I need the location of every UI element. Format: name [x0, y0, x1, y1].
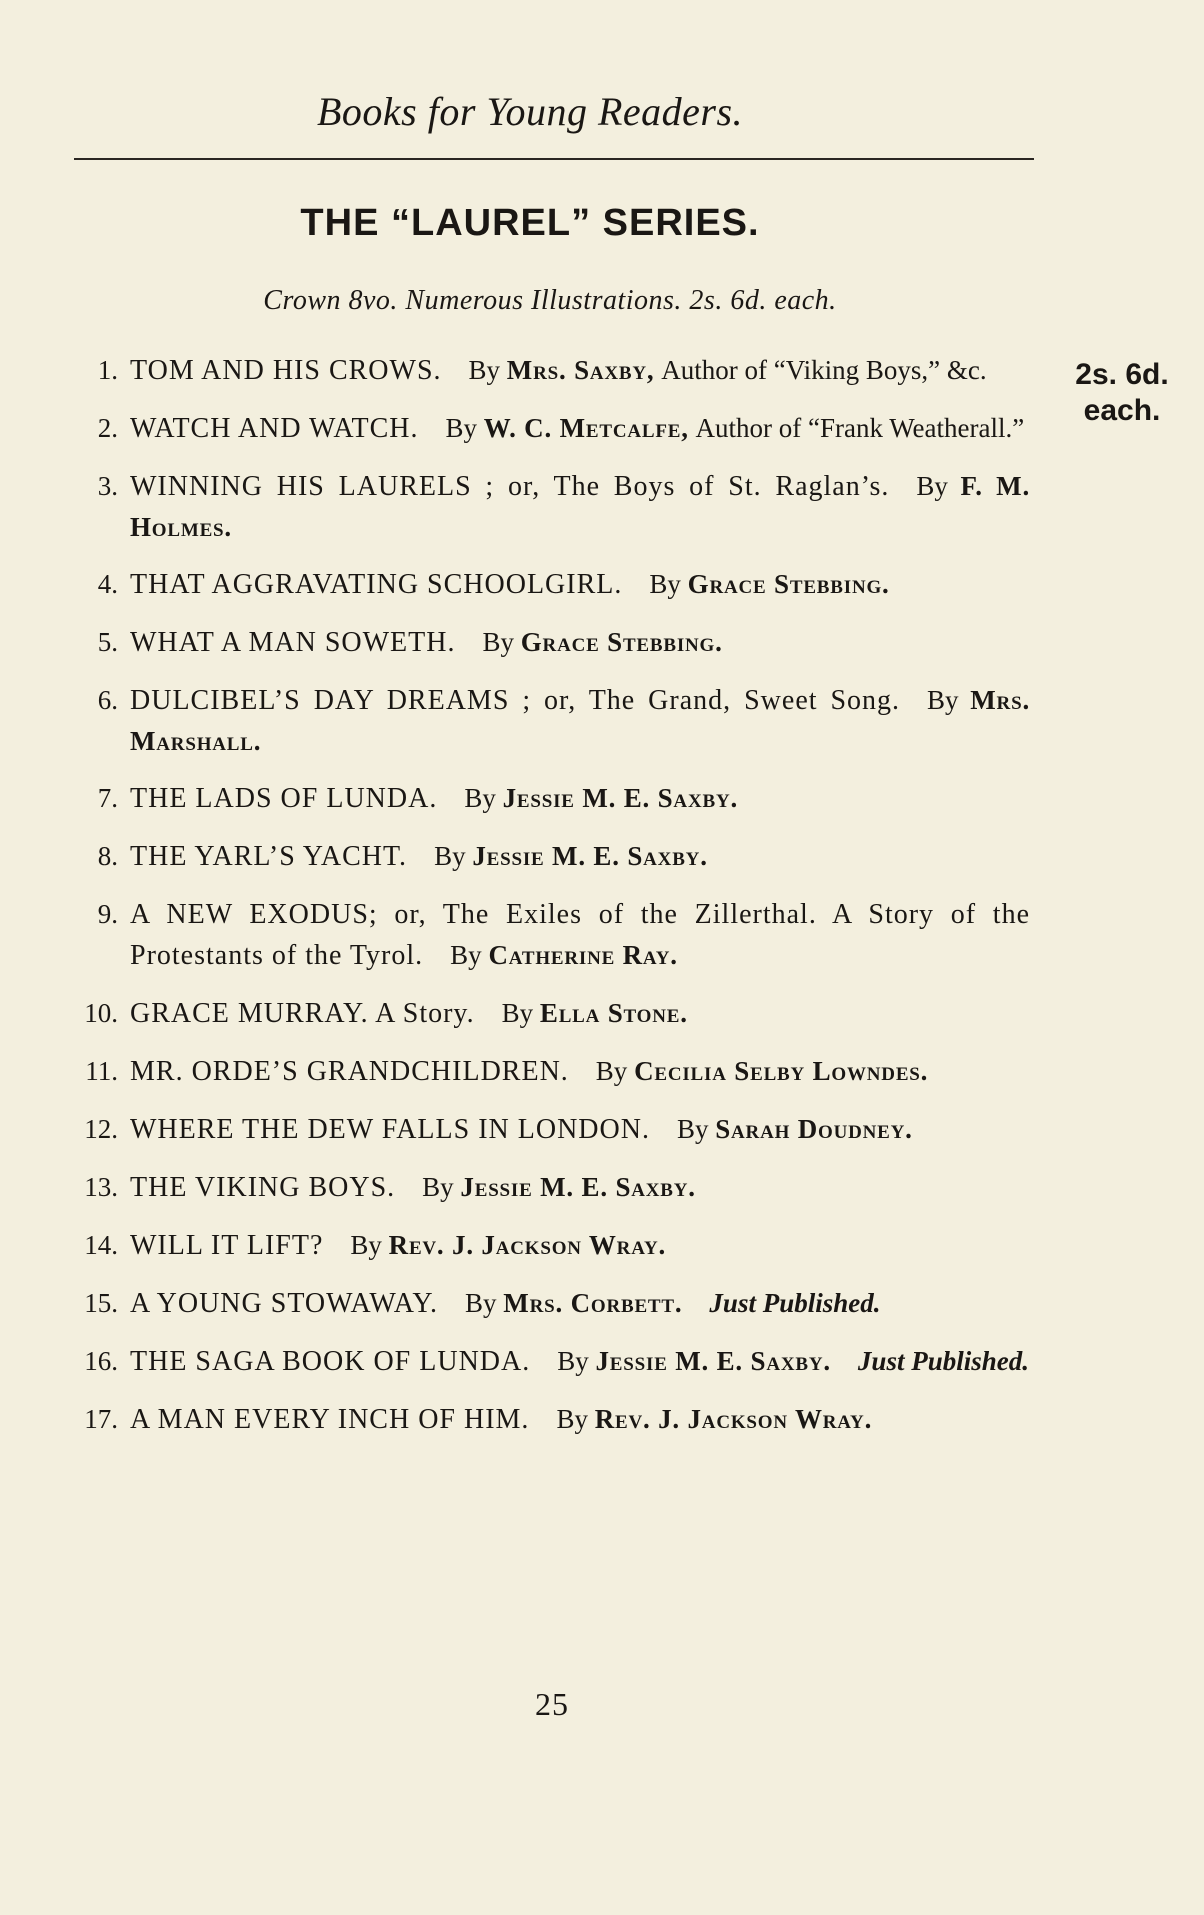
- publication-note: Just Published.: [857, 1346, 1029, 1376]
- book-author: Rev. J. Jackson Wray.: [594, 1404, 873, 1434]
- by-label: By: [434, 841, 466, 871]
- book-title: WINNING HIS LAURELS ; or, The Boys of St. Raglan’s.: [130, 471, 890, 502]
- book-title: MR. ORDE’S GRANDCHILDREN.: [130, 1056, 569, 1087]
- book-author: Ella Stone.: [539, 998, 688, 1028]
- book-title: THE SAGA BOOK OF LUNDA.: [130, 1346, 531, 1377]
- entry-number: 6.: [97, 685, 118, 715]
- series-title: THE “LAUREL” SERIES.: [300, 202, 760, 244]
- book-entry: [70, 680, 1030, 761]
- book-title: TOM AND HIS CROWS.: [130, 355, 442, 386]
- book-author: Rev. J. Jackson Wray.: [388, 1230, 667, 1260]
- entry-number: 7.: [97, 783, 118, 813]
- book-title: WATCH AND WATCH.: [130, 413, 419, 444]
- book-entry: [70, 408, 1030, 449]
- book-title: THE LADS OF LUNDA.: [130, 783, 438, 814]
- entry-number: 11.: [85, 1056, 118, 1086]
- book-author: Mrs. Corbett.: [503, 1288, 683, 1318]
- book-entry: [70, 1399, 1030, 1440]
- book-author: Sarah Doudney.: [715, 1114, 913, 1144]
- series-subtitle: Crown 8vo. Numerous Illustrations. 2s. 6d. each.: [263, 285, 837, 316]
- book-entry: [70, 993, 1030, 1034]
- book-title: A MAN EVERY INCH OF HIM.: [130, 1404, 530, 1435]
- book-title: THAT AGGRAVATING SCHOOLGIRL.: [130, 569, 623, 600]
- header-rule: [74, 158, 1034, 160]
- by-label: By: [465, 1288, 497, 1318]
- book-title: A YOUNG STOWAWAY.: [130, 1288, 439, 1319]
- by-label: By: [468, 355, 501, 385]
- book-author: F. M. Holmes.: [130, 471, 1031, 542]
- entry-number: 9.: [97, 899, 118, 929]
- entry-number: 17.: [84, 1404, 118, 1434]
- by-label: By: [422, 1172, 454, 1202]
- by-label: By: [649, 569, 681, 599]
- by-label: By: [350, 1230, 382, 1260]
- by-label: By: [464, 783, 496, 813]
- by-label: By: [556, 1404, 588, 1434]
- book-title: A NEW EXODUS; or, The Exiles of the Zillerthal. A Story of the Protestants of the Tyrol.: [130, 899, 1030, 971]
- book-author: Catherine Ray.: [488, 940, 678, 970]
- book-author: Mrs. Saxby,: [506, 355, 655, 385]
- book-author: Jessie M. E. Saxby.: [595, 1346, 831, 1376]
- book-entry: [70, 622, 1030, 663]
- by-label: By: [916, 471, 948, 501]
- by-label: By: [676, 1114, 709, 1144]
- book-entry: [70, 1225, 1030, 1266]
- side-price-line-1: 2s. 6d.: [1075, 358, 1169, 391]
- by-label: By: [501, 998, 534, 1028]
- book-author: Grace Stebbing.: [520, 627, 723, 657]
- entry-number: 16.: [84, 1346, 118, 1376]
- by-label: By: [927, 685, 959, 715]
- running-head: Books for Young Readers.: [316, 89, 744, 134]
- book-entry: [70, 1341, 1030, 1382]
- by-label: By: [445, 413, 478, 443]
- book-entry: [70, 778, 1030, 819]
- side-price-note: [1062, 357, 1182, 429]
- book-entry: [70, 836, 1030, 877]
- book-author: Jessie M. E. Saxby.: [472, 841, 708, 871]
- publication-note: Just Published.: [709, 1288, 881, 1318]
- entry-number: 13.: [84, 1172, 118, 1202]
- book-title: THE VIKING BOYS.: [130, 1172, 396, 1203]
- entry-number: 10.: [84, 998, 118, 1028]
- book-title: WHAT A MAN SOWETH.: [130, 627, 456, 658]
- book-title: WILL IT LIFT?: [130, 1230, 324, 1261]
- by-label: By: [595, 1056, 628, 1086]
- book-entry: [70, 350, 1030, 391]
- book-entry: [70, 1051, 1030, 1092]
- entry-number: 1.: [97, 355, 118, 385]
- entry-number: 5.: [97, 627, 118, 657]
- book-entry: [70, 894, 1030, 976]
- book-author: Mrs. Marshall.: [130, 685, 1030, 756]
- book-entry: [70, 1167, 1030, 1208]
- entry-number: 14.: [84, 1230, 118, 1260]
- book-title: GRACE MURRAY. A Story.: [130, 998, 475, 1029]
- page-number: 25: [535, 1686, 569, 1722]
- entry-number: 15.: [84, 1288, 118, 1318]
- entry-number: 2.: [97, 413, 118, 443]
- book-entry: [70, 1283, 1030, 1324]
- entry-number: 3.: [97, 471, 118, 501]
- book-list: [70, 350, 1030, 1457]
- book-entry: [70, 466, 1030, 547]
- side-price-line-2: each.: [1083, 394, 1161, 427]
- book-author: Jessie M. E. Saxby.: [502, 783, 739, 813]
- by-label: By: [557, 1346, 589, 1376]
- book-entry: [70, 1109, 1030, 1150]
- by-label: By: [450, 940, 482, 970]
- book-author: Jessie M. E. Saxby.: [460, 1172, 696, 1202]
- book-author: W. C. Metcalfe,: [483, 413, 689, 443]
- author-description: Author of “Frank Weatherall.”: [695, 413, 1025, 443]
- entry-number: 4.: [97, 569, 118, 599]
- by-label: By: [482, 627, 514, 657]
- book-title: WHERE THE DEW FALLS IN LONDON.: [130, 1114, 650, 1145]
- book-title: THE YARL’S YACHT.: [130, 841, 408, 872]
- entry-number: 8.: [97, 841, 118, 871]
- book-author: Grace Stebbing.: [687, 569, 890, 599]
- author-description: Author of “Viking Boys,” &c.: [661, 355, 987, 385]
- book-title: DULCIBEL’S DAY DREAMS ; or, The Grand, Sweet Song.: [130, 685, 901, 716]
- entry-number: 12.: [84, 1114, 118, 1144]
- book-entry: [70, 564, 1030, 605]
- book-author: Cecilia Selby Lowndes.: [634, 1056, 929, 1086]
